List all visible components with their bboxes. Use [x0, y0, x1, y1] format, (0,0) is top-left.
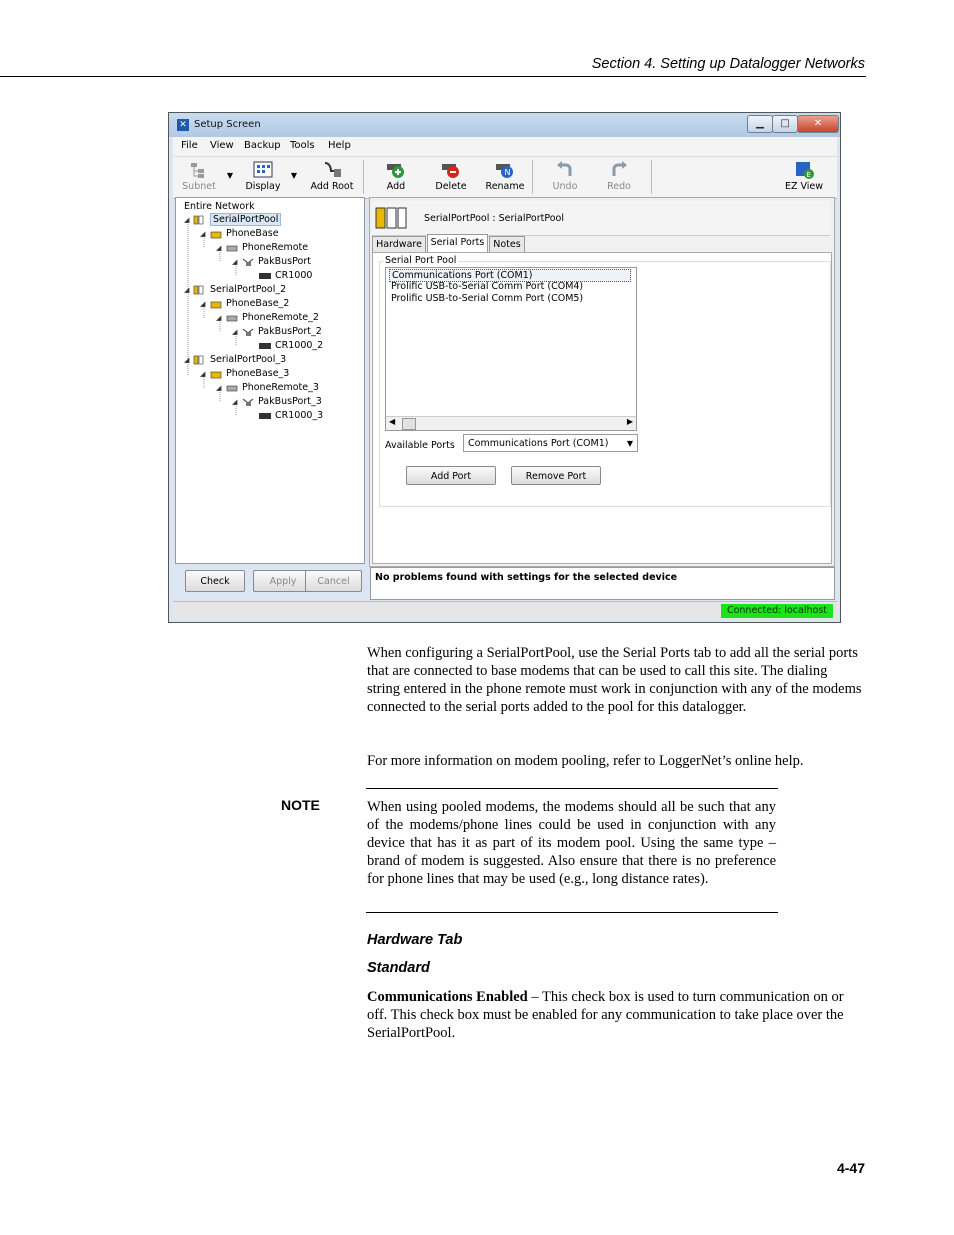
add-root-button[interactable] [307, 161, 357, 192]
scroll-right-icon[interactable]: ▶ [626, 417, 633, 426]
datalogger-icon [258, 411, 272, 421]
paragraph-serial-ports-usage: When configuring a SerialPortPool, use the Serial Ports tab to add all the serial ports that are connected to base modems that can be used to call this site. The dialing string entered in the phone remote must work in conjunction with any of the modems connected to the serial ports added to the pool for this datalogger. [367, 645, 862, 715]
header-rule [0, 76, 866, 77]
redo-label: Redo [607, 181, 631, 192]
tree-node-cr1000[interactable] [258, 270, 312, 281]
validation-message: No problems found with settings for the selected device [375, 572, 678, 583]
tab-notes[interactable]: Notes [489, 236, 525, 252]
tree-node-pakbusport-3[interactable] [232, 396, 322, 407]
group-title: Serial Port Pool [385, 255, 457, 266]
tree-node-phoneremote-2[interactable] [216, 312, 319, 323]
undo-icon [554, 161, 576, 179]
menu-tools[interactable]: Tools [290, 140, 315, 151]
tree-node-phoneremote-3[interactable] [216, 382, 319, 393]
port-list-item[interactable]: Prolific USB-to-Serial Comm Port (COM5) [391, 293, 584, 304]
add-button[interactable] [381, 161, 411, 192]
node-label: SerialPortPool_2 [210, 284, 287, 295]
node-label: SerialPortPool_3 [210, 354, 287, 365]
expand-toggle-icon[interactable]: ◢ [184, 286, 190, 294]
port-list-item[interactable]: Prolific USB-to-Serial Comm Port (COM4) [391, 281, 584, 292]
display-button[interactable] [241, 161, 285, 192]
scroll-thumb[interactable] [402, 418, 416, 430]
remove-port-button[interactable]: Remove Port [511, 466, 601, 485]
add-root-icon [321, 161, 343, 179]
toolbar [173, 156, 837, 199]
app-icon: ✕ [177, 119, 189, 131]
node-label: PhoneRemote [242, 242, 309, 253]
tree-node-phoneremote[interactable] [216, 242, 308, 253]
tab-serial-ports[interactable]: Serial Ports [427, 234, 488, 253]
device-header [372, 201, 830, 236]
menu-backup[interactable]: Backup [244, 140, 281, 151]
tree-node-cr1000-3[interactable] [258, 410, 323, 421]
available-ports-value: Communications Port (COM1) [468, 438, 609, 449]
toolbar-separator [651, 160, 652, 194]
scroll-left-icon[interactable]: ◀ [389, 417, 396, 426]
tree-node-phonebase-3[interactable] [200, 368, 289, 379]
display-icon [252, 161, 274, 179]
paragraph-communications-enabled [367, 988, 863, 1042]
cancel-button[interactable]: Cancel [305, 570, 362, 592]
node-label: PhoneRemote_2 [242, 312, 319, 323]
expand-toggle-icon[interactable]: ◢ [184, 216, 190, 224]
serial-port-pool-icon [193, 285, 207, 295]
menu-file[interactable]: File [181, 140, 198, 151]
node-label: PakBusPort_3 [258, 396, 322, 407]
term-communications-enabled: Communications Enabled [367, 989, 528, 1005]
window-title: Setup Screen [194, 119, 261, 130]
node-label: PhoneBase_3 [226, 368, 290, 379]
tree-node-serialportpool-2[interactable] [184, 284, 286, 295]
node-label: PhoneBase_2 [226, 298, 290, 309]
chevron-down-icon: ▼ [626, 439, 633, 448]
device-settings-pane [369, 197, 835, 567]
node-label: PhoneRemote_3 [242, 382, 319, 393]
title-bar [169, 113, 840, 137]
subnet-icon [188, 161, 210, 179]
display-label: Display [245, 181, 281, 192]
setup-screen-window [168, 112, 841, 623]
status-bar [173, 601, 837, 620]
tree-node-pakbusport[interactable] [232, 256, 311, 267]
tree-node-serialportpool-3[interactable] [184, 354, 286, 365]
toolbar-separator [363, 160, 364, 194]
rename-label: Rename [485, 181, 525, 192]
expand-toggle-icon[interactable]: ◢ [216, 384, 222, 392]
heading-hardware-tab: Hardware Tab [367, 932, 463, 948]
network-tree [175, 197, 365, 564]
delete-label: Delete [435, 181, 467, 192]
node-label: SerialPortPool [210, 213, 281, 226]
available-ports-select[interactable] [463, 434, 638, 452]
phone-base-icon [209, 299, 223, 309]
horizontal-scrollbar[interactable] [386, 416, 636, 430]
expand-toggle-icon[interactable]: ◢ [216, 314, 222, 322]
pakbus-port-icon [241, 257, 255, 267]
rename-button[interactable] [485, 161, 525, 192]
datalogger-icon [258, 271, 272, 281]
ez-view-icon [793, 161, 815, 179]
note-text: When using pooled modems, the modems should all be such that any of the modems/phone lines could be used in conjunction with any device that has it as part of its modem pool. Using the same type – brand of modem is suggested. Also ensure that there is no preference for phone lines that may be used (e.g., long distance rates). [367, 799, 776, 887]
delete-button[interactable] [433, 161, 469, 192]
tree-node-phonebase-2[interactable] [200, 298, 289, 309]
phone-base-icon [209, 229, 223, 239]
node-label: PakBusPort_2 [258, 326, 322, 337]
tree-node-pakbusport-2[interactable] [232, 326, 322, 337]
phone-base-icon [209, 369, 223, 379]
svg-text:N: N [504, 168, 511, 177]
note-bottom-rule [366, 912, 778, 913]
expand-toggle-icon[interactable]: ◢ [200, 370, 206, 378]
subnet-label: Subnet [182, 181, 216, 192]
maximize-button[interactable]: □ [772, 115, 798, 133]
add-root-label: Add Root [310, 181, 354, 192]
rename-icon [494, 161, 516, 179]
tree-node-phonebase[interactable] [200, 228, 279, 239]
menu-bar [173, 137, 837, 156]
pakbus-port-icon [241, 327, 255, 337]
expand-toggle-icon[interactable]: ◢ [232, 328, 238, 336]
redo-button[interactable] [603, 161, 635, 192]
menu-view[interactable]: View [210, 140, 234, 151]
toolbar-separator [532, 160, 533, 194]
add-icon [385, 161, 407, 179]
tab-hardware[interactable]: Hardware [372, 236, 426, 252]
phone-remote-icon [225, 243, 239, 253]
phone-remote-icon [225, 383, 239, 393]
pakbus-port-icon [241, 397, 255, 407]
undo-label: Undo [552, 181, 578, 192]
page-number: 4-47 [836, 1160, 865, 1176]
paragraph-more-info: For more information on modem pooling, refer to LoggerNet’s online help. [367, 753, 804, 769]
node-label: CR1000_2 [275, 340, 324, 351]
port-list-item[interactable]: Communications Port (COM1) [389, 269, 631, 282]
ez-view-button[interactable] [783, 161, 825, 192]
subnet-dropdown-arrow[interactable]: ▼ [226, 171, 234, 180]
node-label: CR1000 [275, 270, 313, 281]
redo-icon [608, 161, 630, 179]
expand-toggle-icon[interactable]: ◢ [200, 300, 206, 308]
add-port-button[interactable]: Add Port [406, 466, 496, 485]
running-head: Section 4. Setting up Datalogger Networks [591, 56, 865, 72]
minimize-button[interactable]: ▁ [747, 115, 773, 133]
phone-remote-icon [225, 313, 239, 323]
device-title: SerialPortPool : SerialPortPool [424, 213, 564, 224]
add-label: Add [386, 181, 406, 192]
serial-port-list[interactable] [385, 267, 637, 431]
node-label: PakBusPort [258, 256, 311, 267]
expand-toggle-icon[interactable]: ◢ [200, 230, 206, 238]
tree-root-entire-network[interactable]: Entire Network [184, 201, 255, 212]
delete-icon [440, 161, 462, 179]
serial-port-pool-icon [374, 204, 408, 232]
undo-button[interactable] [549, 161, 581, 192]
heading-standard: Standard [367, 960, 430, 976]
note-label: NOTE [281, 797, 320, 813]
expand-toggle-icon[interactable]: ◢ [232, 398, 238, 406]
ez-view-label: EZ View [784, 181, 824, 192]
serial-port-pool-icon [193, 215, 207, 225]
svg-text:E: E [806, 171, 811, 179]
available-ports-label: Available Ports [385, 440, 455, 451]
node-label: PhoneBase [226, 228, 279, 239]
communications-enabled-description: – This check box is used to turn communication on or off. This check box must be enabled for any communication to take place over the SerialPortPool. [367, 989, 844, 1041]
tree-node-serialportpool[interactable] [184, 214, 281, 225]
subnet-button[interactable] [179, 161, 219, 192]
apply-button[interactable]: Apply [253, 570, 313, 592]
validation-message-box [370, 567, 835, 600]
note-top-rule [366, 788, 778, 789]
expand-toggle-icon[interactable]: ◢ [216, 244, 222, 252]
check-button[interactable]: Check [185, 570, 245, 592]
node-label: CR1000_3 [275, 410, 324, 421]
datalogger-icon [258, 341, 272, 351]
display-dropdown-arrow[interactable]: ▼ [290, 171, 298, 180]
connection-status-badge: Connected: localhost [721, 604, 833, 618]
serial-port-pool-icon [193, 355, 207, 365]
tree-node-cr1000-2[interactable] [258, 340, 323, 351]
expand-toggle-icon[interactable]: ◢ [184, 356, 190, 364]
serial-ports-tab-panel [372, 252, 832, 564]
menu-help[interactable]: Help [328, 140, 351, 151]
expand-toggle-icon[interactable]: ◢ [232, 258, 238, 266]
close-button[interactable]: ✕ [797, 115, 839, 133]
